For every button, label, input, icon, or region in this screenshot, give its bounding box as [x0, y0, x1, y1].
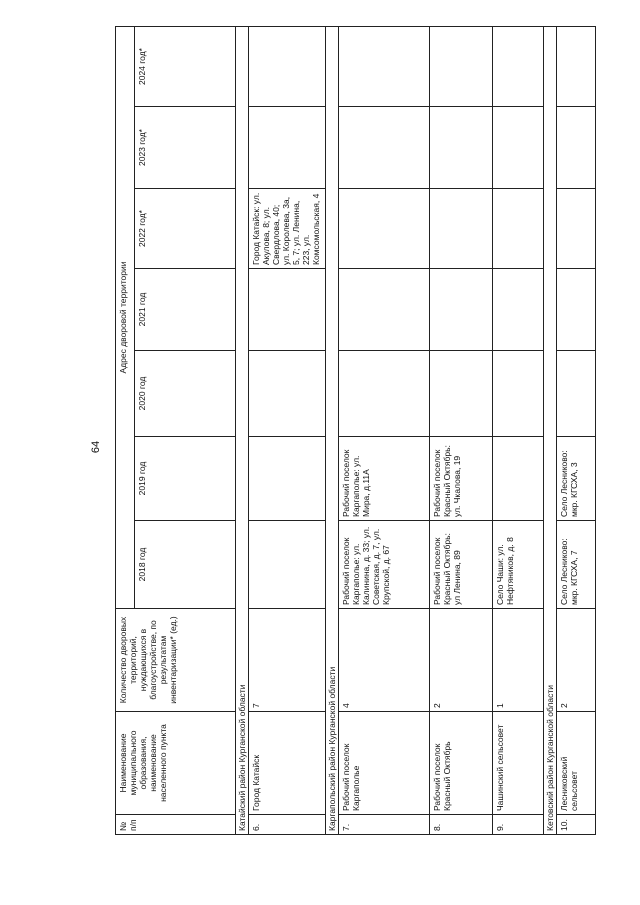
row-name: Город Катайск — [249, 712, 326, 815]
header-row-top — [116, 27, 135, 835]
row-year-cell — [339, 189, 430, 269]
row-year-cell: Село Лесниково: мкр. КГСХА, 3 — [557, 437, 596, 521]
row-num: 8. — [430, 815, 493, 835]
row-year-cell — [249, 27, 326, 107]
table-row — [339, 27, 430, 835]
section-row — [326, 27, 339, 835]
row-name: Лесниковский сельсовет — [557, 712, 596, 815]
row-num: 10. — [557, 815, 596, 835]
row-year-cell — [557, 189, 596, 269]
row-year-cell — [249, 521, 326, 609]
row-year-cell — [493, 351, 544, 437]
table-row — [557, 27, 596, 835]
row-count: 2 — [430, 609, 493, 712]
row-year-cell — [493, 189, 544, 269]
header-num: № п/п — [116, 815, 236, 835]
header-name: Наименование муниципального образования, наименование населенного пункта — [116, 712, 236, 815]
row-year-cell — [557, 107, 596, 189]
header-year: 2020 год — [135, 351, 236, 437]
row-year-cell: Рабочий поселок Каргаполье: ул. Мира, д.11А — [339, 437, 430, 521]
row-year-cell — [249, 269, 326, 351]
row-year-cell — [430, 27, 493, 107]
row-year-cell: Село Чаши: ул. Нефтяников, д. 8 — [493, 521, 544, 609]
row-year-cell — [339, 107, 430, 189]
header-year: 2019 год — [135, 437, 236, 521]
row-num: 7. — [339, 815, 430, 835]
row-name: Рабочий поселок Красный Октябрь — [430, 712, 493, 815]
row-year-cell — [430, 189, 493, 269]
row-year-cell — [557, 27, 596, 107]
row-year-cell — [493, 27, 544, 107]
row-year-cell: Рабочий поселок Красный Октябрь: ул Ленина, 89 — [430, 521, 493, 609]
row-year-cell — [249, 107, 326, 189]
header-address-group: Адрес дворовой территории — [116, 27, 135, 609]
header-year: 2021 год — [135, 269, 236, 351]
section-title: Катайский район Курганской области — [236, 27, 249, 835]
row-num: 9. — [493, 815, 544, 835]
header-year: 2024 год* — [135, 27, 236, 107]
header-year: 2023 год* — [135, 107, 236, 189]
row-year-cell — [430, 107, 493, 189]
header-count: Количество дворовых территорий, нуждающихся в благоустройстве, по результатам инвентаризации* (ед.) — [116, 609, 236, 712]
section-title: Каргапольский район Курганской области — [326, 27, 339, 835]
section-row — [544, 27, 557, 835]
dvor-territory-table — [115, 26, 596, 835]
section-title: Кетовский район Курганской области — [544, 27, 557, 835]
row-year-cell — [493, 269, 544, 351]
row-year-cell — [339, 269, 430, 351]
row-year-cell — [249, 351, 326, 437]
rotated-table-container — [115, 47, 579, 835]
header-year: 2018 год — [135, 521, 236, 609]
table-row — [249, 27, 326, 835]
row-year-cell — [430, 351, 493, 437]
row-count: 4 — [339, 609, 430, 712]
row-year-cell — [493, 437, 544, 521]
page-number: 64 — [90, 440, 102, 454]
row-year-cell — [557, 351, 596, 437]
row-year-cell — [430, 269, 493, 351]
table-row — [493, 27, 544, 835]
row-count: 7 — [249, 609, 326, 712]
header-year: 2022 год* — [135, 189, 236, 269]
row-year-cell: Рабочий поселок Красный Октябрь: ул. Чкалова, 19 — [430, 437, 493, 521]
section-row — [236, 27, 249, 835]
row-count: 1 — [493, 609, 544, 712]
row-year-cell — [249, 437, 326, 521]
row-year-cell — [493, 107, 544, 189]
row-count: 2 — [557, 609, 596, 712]
row-name: Рабочий поселок Каргаполье — [339, 712, 430, 815]
row-num: 6. — [249, 815, 326, 835]
row-name: Чашинский сельсовет — [493, 712, 544, 815]
table-row — [430, 27, 493, 835]
row-year-cell — [339, 27, 430, 107]
row-year-cell: Село Лесниково: мкр. КГСХА, 7 — [557, 521, 596, 609]
row-year-cell: Рабочий поселок Каргаполье: ул. Калинина, д. 33; ул. Советская, д. 7, ул. Крупской, д. 67 — [339, 521, 430, 609]
row-year-cell — [339, 351, 430, 437]
row-year-cell: Город Катайск: ул. Акулова, 8; ул. Свердлова, 40; ул. Королева, 3а, 5, 7; ул. Ленина, 223, ул. Комсомольская, 4 — [249, 189, 326, 269]
row-year-cell — [557, 269, 596, 351]
